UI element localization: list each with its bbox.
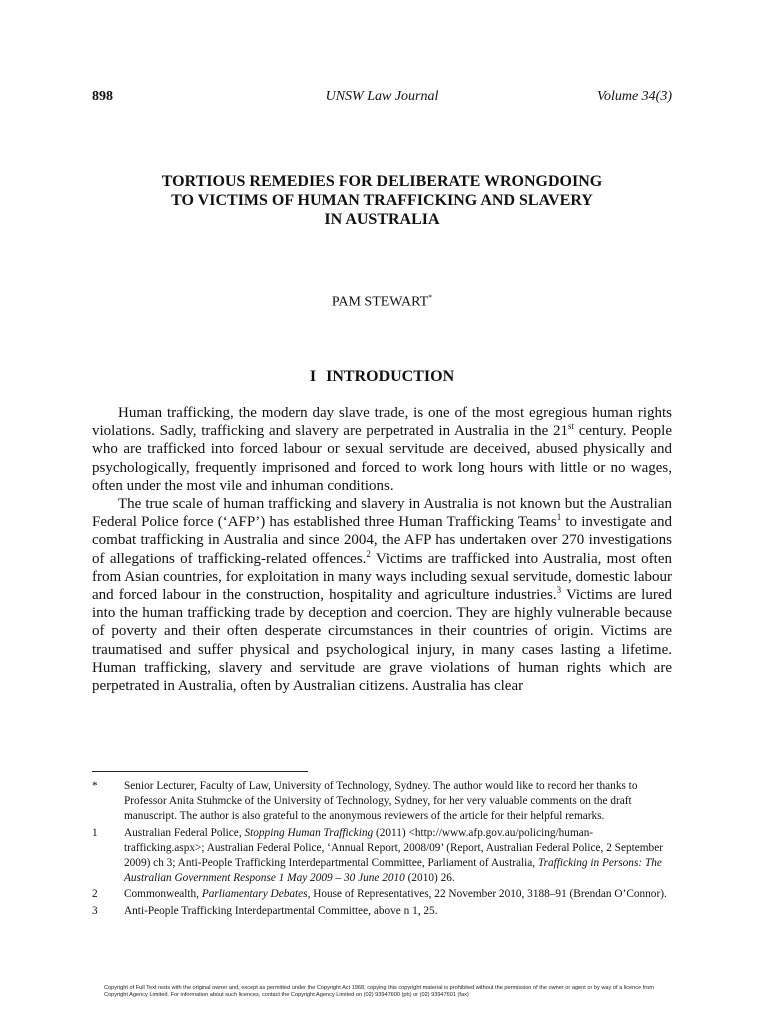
footnote-ref: 3 xyxy=(556,585,562,596)
footnote-italic-title: Parliamentary Debates xyxy=(201,888,308,901)
paragraph-1 xyxy=(92,404,672,495)
footnote-1 xyxy=(92,826,672,887)
paragraph-text: Human trafficking, the modern day slave trade, is one of the most egregious human rights violations. Sadly, trafficking and slavery are perpetrated in Australia in the 21 xyxy=(92,405,672,440)
footnote-divider xyxy=(92,771,308,772)
ordinal-suffix: st xyxy=(568,421,575,432)
title-line: TORTIOUS REMEDIES FOR DELIBERATE WRONGDOING xyxy=(161,173,603,190)
paragraph-text: century. People who are trafficked into forced labour or sexual servitude are deceived, abused physically and psychologically, frequently imprisoned and forced to work long hours with little or no wages, often under the most vile and inhuman conditions. xyxy=(92,423,672,494)
journal-name: UNSW Law Journal xyxy=(325,89,439,104)
footnote-2 xyxy=(92,887,672,902)
paragraph-2 xyxy=(92,495,672,695)
footnote-segment: (2011) <http://www.afp.gov.au/policing/human-trafficking.aspx>; Australian Federal Police, ‘Annual Report, 2008/09’ (Report, Australian Federal Police, 2 September 2009) ch 3; Anti-People Trafficking Interdepartmental Committee, Parliament of Australia, xyxy=(124,826,663,870)
copyright-notice: Copyright of Full Text rests with the original owner and, except as permitted under the Copyright Act 1968, copying this copyright material is prohibited without the permission of the owner or agent or by way of a licence from Copyright Agency Limited. For information about such licences, contact the Copyright Agency Limited on (02) 93947600 (ph) or (02) 93947601 (fax) xyxy=(104,985,654,998)
footnote-author xyxy=(92,779,672,825)
footnotes xyxy=(92,779,672,920)
paragraph-text: Victims are trafficked into Australia, most often from Asian countries, for exploitation in many ways including sexual servitude, domestic labour and forced labour in the construction, hospitality and agriculture industries. xyxy=(92,550,672,604)
author-byline xyxy=(92,293,672,311)
footnote-text xyxy=(124,887,672,902)
footnote-segment: (2010) 26. xyxy=(404,872,455,885)
section-heading xyxy=(92,368,672,386)
body-text xyxy=(92,404,672,695)
footnote-mark: * xyxy=(92,780,98,792)
paragraph-text: The true scale of human trafficking and slavery in Australia is not known but the Australian Federal Police force (‘AFP’) has established three Human Trafficking Teams xyxy=(92,496,672,531)
footnote-text: Senior Lecturer, Faculty of Law, University of Technology, Sydney. The author would like to record her thanks to Professor Anita Stuhmcke of the University of Technology, Sydney, for her very valuable comments on the draft manuscript. The author is also grateful to the anonymous reviewers of the article for their helpful remarks. xyxy=(124,780,638,823)
volume-label: Volume 34(3) xyxy=(596,89,672,104)
page-number: 898 xyxy=(92,89,113,104)
footnote-3 xyxy=(92,904,672,919)
footnote-italic-title: Stopping Human Trafficking xyxy=(244,826,374,839)
title-line: IN AUSTRALIA xyxy=(324,211,440,228)
footnote-segment: Commonwealth, xyxy=(124,888,202,901)
paragraph-text: to investigate and combat trafficking in Australia and since 2004, the AFP has undertaken over 270 investigations of allegations of trafficking-related offences. xyxy=(92,514,672,567)
footnote-ref: 1 xyxy=(556,512,562,523)
section-title: INTRODUCTION xyxy=(326,368,455,385)
footnote-mark: 3 xyxy=(92,904,98,917)
footnote-ref: 2 xyxy=(366,548,371,559)
footnote-text xyxy=(124,826,672,887)
title-line: TO VICTIMS OF HUMAN TRAFFICKING AND SLAVERY xyxy=(171,192,593,209)
footnote-text: Anti-People Trafficking Interdepartmental Committee, above n 1, 25. xyxy=(124,904,438,917)
author-name: PAM STEWART xyxy=(331,294,429,310)
section-number: I xyxy=(309,368,317,385)
paragraph-text: Victims are lured into the human trafficking trade by deception and coercion. They are highly vulnerable because of poverty and their often desperate circumstances in their countries of origin. Victims are traumatised and suffer physical and psychological injury, in many cases lasting a lifetime. Human trafficking, slavery and servitude are grave violations of human rights which are perpetrated in Australia, often by Australian citizens. Australia has clear xyxy=(92,587,672,695)
footnote-segment: , House of Representatives, 22 November 2010, 3188–91 (Brendan O’Connor). xyxy=(307,888,667,901)
author-footnote-mark: * xyxy=(428,293,433,302)
footnote-mark: 1 xyxy=(92,826,98,839)
article-title xyxy=(92,172,672,229)
footnote-italic-title: Trafficking in Persons: The Australian Government Response 1 May 2009 – 30 June 2010 xyxy=(124,857,662,885)
running-head xyxy=(92,89,672,109)
footnote-mark: 2 xyxy=(92,888,98,901)
footnote-segment: Australian Federal Police, xyxy=(124,826,245,839)
